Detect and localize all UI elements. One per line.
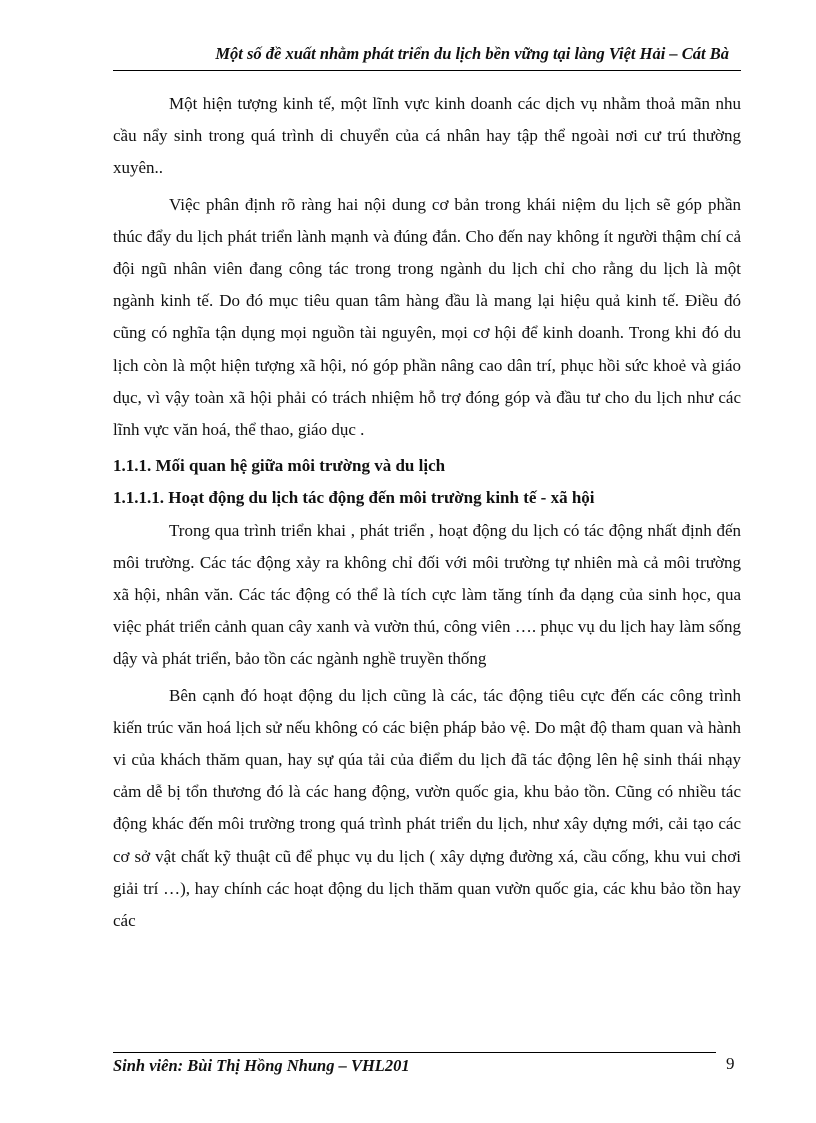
- page-number: 9: [726, 1054, 735, 1073]
- footer-divider: [113, 1052, 716, 1053]
- paragraph-negative-impacts: Bên cạnh đó hoạt động du lịch cũng là các, tác động tiêu cực đến các công trình kiến trúc văn hoá lịch sử nếu không có các biện pháp bảo vệ. Do mật độ tham quan và hành vi của khách thăm quan, hay sự qúa tải của điểm du lịch đã tác động lên hệ sinh thái nhạy cảm dễ bị tổn thương đó là các hang động, vườn quốc gia, khu bảo tồn. Cũng có nhiều tác động khác đến môi trường trong quá trình phát triển du lịch, như xây dựng mới, cải tạo các cơ sở vật chất kỹ thuật cũ để phục vụ du lịch ( xây dựng đường xá, cầu cống, khu vui chơi giải trí …), hay chính các hoạt động du lịch thăm quan vườn quốc gia, các khu bảo tồn hay các: [113, 685, 741, 931]
- paragraph-content-distinction: Việc phân định rõ ràng hai nội dung cơ bản trong khái niệm du lịch sẽ góp phần thúc đẩy du lịch phát triển lành mạnh và đúng đắn. Cho đến nay không ít người thậm chí cả đội ngũ nhân viên đang công tác trong trong ngành du lịch chỉ cho rằng du lịch là một ngành kinh tế. Do đó mục tiêu quan tâm hàng đầu là mang lại hiệu quả kinh tế. Điều đó cũng có nghĩa tận dụng mọi nguồn tài nguyên, mọi cơ hội để kinh doanh. Trong khi đó du lịch còn là một hiện tượng xã hội, nó góp phần nâng cao dân trí, phục hồi sức khoẻ và giáo dục, vì vậy toàn xã hội phải có trách nhiệm hỗ trợ đóng góp và đầu tư cho du lịch như các lĩnh vực văn hoá, thể thao, giáo dục .: [113, 194, 741, 440]
- paragraph-definition: Một hiện tượng kinh tế, một lĩnh vực kinh doanh các dịch vụ nhằm thoả mãn nhu cầu nẩy sinh trong quá trình di chuyển của cá nhân hay tập thể ngoài nơi cư trú thường xuyên..: [113, 94, 741, 178]
- paragraph-positive-impacts: Trong qua trình triển khai , phát triển , hoạt động du lịch có tác động nhất định đến môi trường. Các tác động xảy ra không chỉ đối với môi trường tự nhiên mà cả môi trường xã hội, nhân văn. Các tác động có thể là tích cực làm tăng tính đa dạng của sinh học, qua việc phát triển cảnh quan cây xanh và vườn thú, công viên …. phục vụ du lịch hay làm sống dậy và phát triển, bảo tồn các ngành nghề truyền thống: [113, 520, 741, 669]
- subsection-heading: 1.1.1.1. Hoạt động du lịch tác động đến môi trường kinh tế - xã hội: [113, 488, 595, 508]
- page-body: [113, 88, 741, 941]
- header-title: Một số đề xuất nhằm phát triển du lịch bền vững tại làng Việt Hải – Cát Bà: [215, 44, 729, 63]
- page-header: [113, 34, 741, 71]
- section-heading: 1.1.1. Mối quan hệ giữa môi trường và du lịch: [113, 456, 446, 476]
- footer-author: Sinh viên: Bùi Thị Hồng Nhung – VHL201: [113, 1056, 410, 1075]
